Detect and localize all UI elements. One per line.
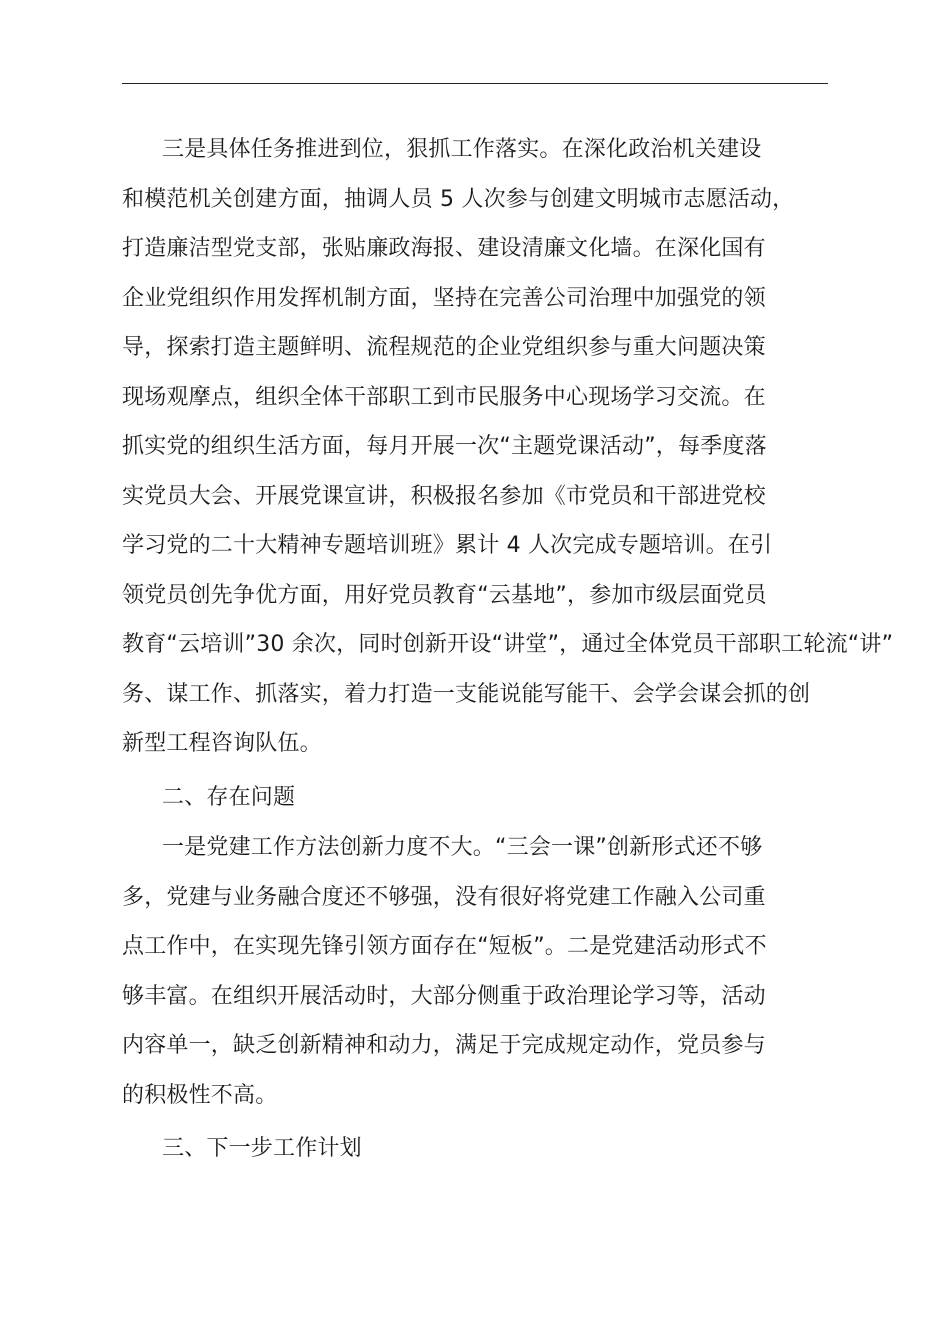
paragraph-problems-line: 内容单一，缺乏创新精神和动力，满足于完成规定动作，党员参与	[122, 1033, 766, 1058]
paragraph-problems-line: 够丰富。在组织开展活动时，大部分侧重于政治理论学习等，活动	[122, 984, 766, 1009]
paragraph-task-line: 现场观摩点，组织全体干部职工到市民服务中心现场学习交流。在	[122, 385, 766, 410]
paragraph-task-line: 三是具体任务推进到位，狠抓工作落实。在深化政治机关建设	[162, 137, 762, 162]
paragraph-problems-line: 一是党建工作方法创新力度不大。“三会一课”创新形式还不够	[162, 835, 763, 860]
paragraph-task-line: 实党员大会、开展党课宣讲，积极报名参加《市党员和干部进党校	[122, 484, 766, 509]
paragraph-task-line: 新型工程咨询队伍。	[122, 731, 322, 756]
paragraph-task-line: 和模范机关创建方面，抽调人员 5 人次参与创建文明城市志愿活动，	[122, 187, 795, 212]
paragraph-task-line: 学习党的二十大精神专题培训班》累计 4 人次完成专题培训。在引	[122, 533, 773, 558]
paragraph-task-line: 领党员创先争优方面，用好党员教育“云基地”，参加市级层面党员	[122, 583, 767, 608]
section-heading-problems: 二、存在问题	[162, 785, 296, 810]
paragraph-task-line: 务、谋工作、抓落实，着力打造一支能说能写能干、会学会谋会抓的创	[122, 682, 811, 707]
paragraph-problems-line: 点工作中，在实现先锋引领方面存在“短板”。二是党建活动形式不	[122, 934, 767, 959]
paragraph-problems-line: 多，党建与业务融合度还不够强，没有很好将党建工作融入公司重	[122, 885, 766, 910]
paragraph-task-line: 企业党组织作用发挥机制方面，坚持在完善公司治理中加强党的领	[122, 286, 766, 311]
section-heading-plan: 三、下一步工作计划	[162, 1136, 362, 1161]
header-rule	[122, 83, 828, 84]
paragraph-problems-line: 的积极性不高。	[122, 1083, 278, 1108]
paragraph-task-line: 打造廉洁型党支部，张贴廉政海报、建设清廉文化墙。在深化国有	[122, 236, 766, 261]
paragraph-task-line: 抓实党的组织生活方面，每月开展一次“主题党课活动”，每季度落	[122, 434, 767, 459]
paragraph-task-line: 导，探索打造主题鲜明、流程规范的企业党组织参与重大问题决策	[122, 335, 766, 360]
paragraph-task-line: 教育“云培训”30 余次，同时创新开设“讲堂”，通过全体党员干部职工轮流“讲”	[122, 632, 894, 657]
